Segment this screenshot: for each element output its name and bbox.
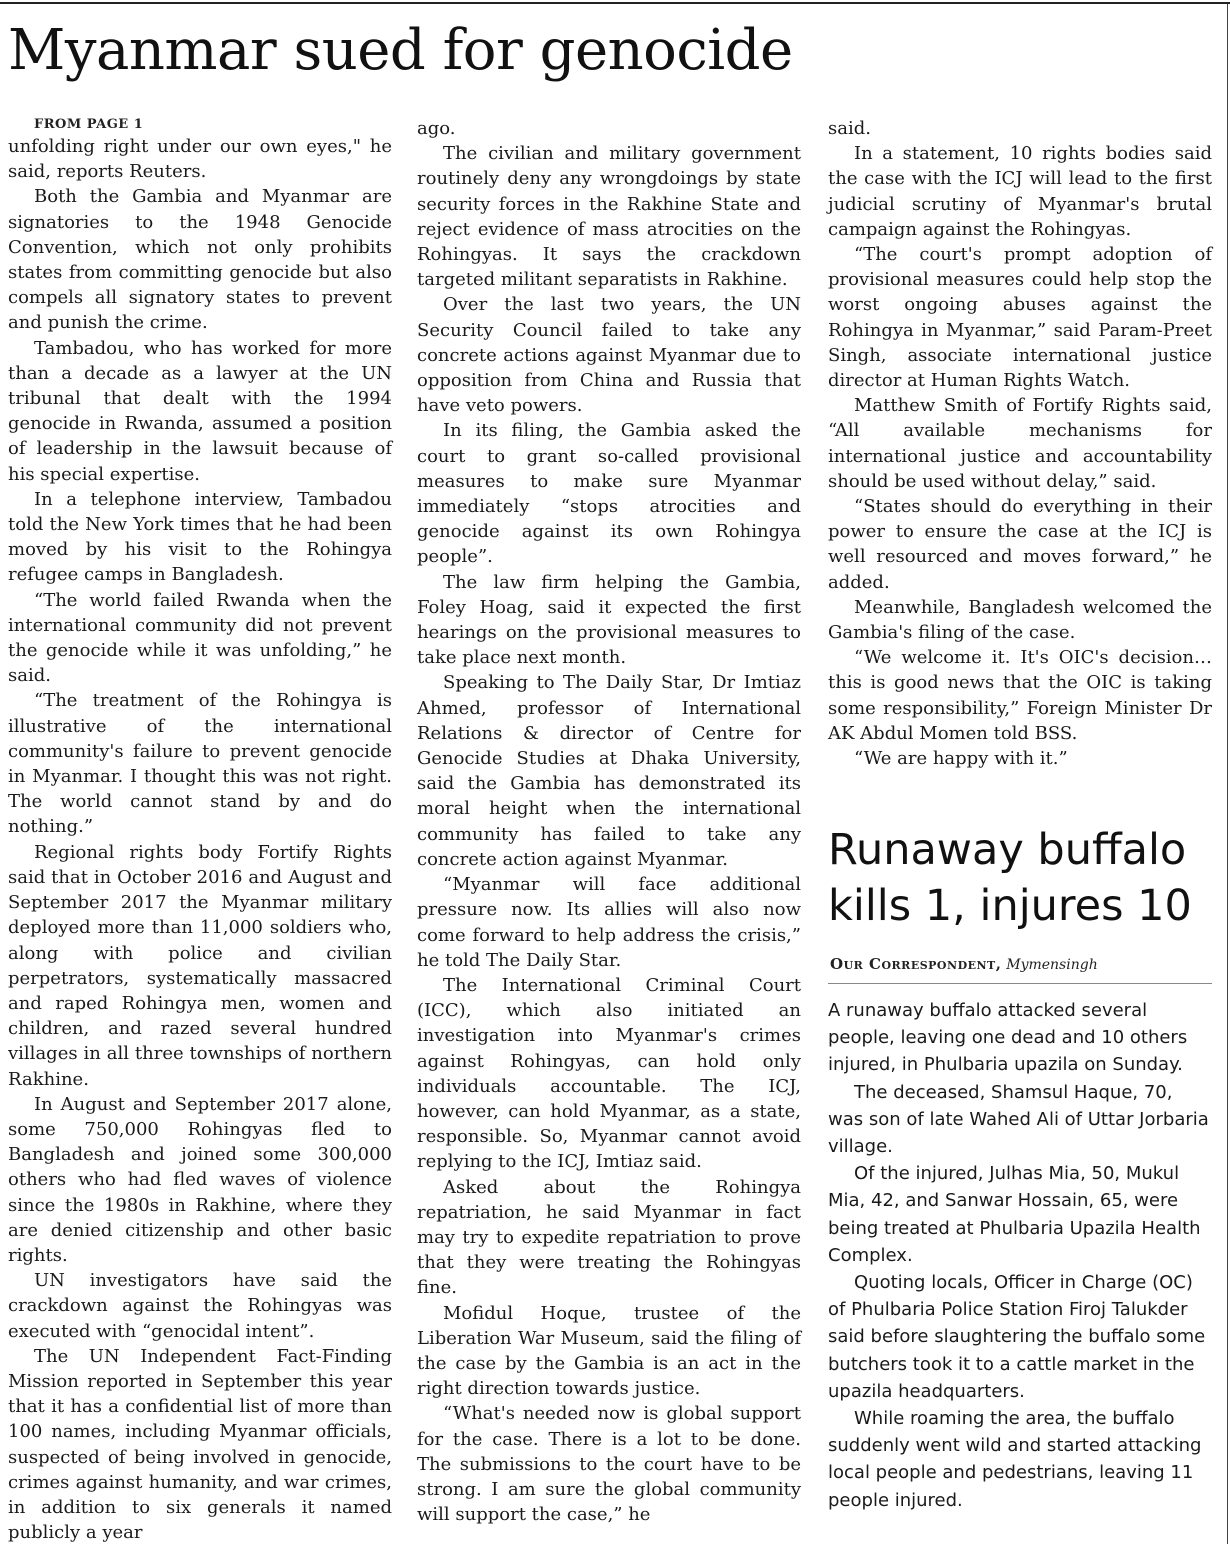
paragraph: “We welcome it. It's OIC's decision… this is good news that the OIC is taking some responsibility,” Foreign Minister Dr AK Abdul Momen told BSS.: [828, 647, 1212, 744]
article-column-1: [8, 116, 392, 1545]
byline: [830, 955, 1098, 973]
paragraph: “The world failed Rwanda when the international community did not prevent the genocide while it was unfolding,” he said.: [8, 589, 392, 687]
byline-place: Mymensingh: [1006, 957, 1098, 973]
paragraph: “Myanmar will face additional pressure now. Its allies will also now come forward to help address the crisis,” he told The Daily Star.: [417, 874, 801, 971]
byline-name: Our Correspondent,: [830, 955, 1002, 973]
right-rule: [1227, 4, 1228, 1544]
paragraph: Both the Gambia and Myanmar are signatories to the 1948 Genocide Convention, which not only prohibits states from committing genocide but also compels all signatory states to prevent and punish the crime.: [8, 186, 392, 334]
paragraph: said.: [828, 118, 871, 139]
paragraph: A runaway buffalo attacked several people, leaving one dead and 10 others injured, in Phulbaria upazila on Sunday.: [828, 1000, 1188, 1076]
buffalo-article-body: [828, 997, 1212, 1514]
paragraph: Over the last two years, the UN Security Council failed to take any concrete actions against Myanmar due to opposition from China and Russia that have veto powers.: [417, 294, 801, 417]
paragraph: Speaking to The Daily Star, Dr Imtiaz Ahmed, professor of International Relations & director of Centre for Genocide Studies at Dhaka University, said the Gambia has demonstrated its moral height when the international community has failed to take any concrete action against Myanmar.: [417, 672, 801, 870]
paragraph: “What's needed now is global support for the case. There is a lot to be done. The submissions to the court have to be strong. I am sure the global community will support the case,” he: [417, 1403, 801, 1526]
article-column-2: [417, 116, 801, 1527]
paragraph: In its filing, the Gambia asked the court to grant so-called provisional measures to make sure Myanmar immediately “stops atrocities and genocide against its own Rohingya people”.: [417, 420, 801, 568]
paragraph: The law firm helping the Gambia, Foley Hoag, said it expected the first hearings on the provisional measures to take place next month.: [417, 571, 801, 669]
paragraph: Matthew Smith of Fortify Rights said, “All available mechanisms for international justice and accountability should be used without delay,” said.: [828, 395, 1212, 492]
paragraph: The UN Independent Fact-Finding Mission reported in September this year that it has a confidential list of more than 100 names, including Myanmar officials, suspected of being involved in genocide, crimes against humanity, and war crimes, in addition to six generals it named publicly a year: [8, 1345, 392, 1544]
paragraph: In a statement, 10 rights bodies said the case with the ICJ will lead to the first judicial scrutiny of Myanmar's brutal campaign against the Rohingyas.: [828, 143, 1212, 240]
paragraph: Regional rights body Fortify Rights said that in October 2016 and August and September 2017 the Myanmar military deployed more than 11,000 soldiers who, along with police and civilian perpetrators, systematically massacred and raped Rohingya men, women and children, and razed several hundred villages in all three townships of northern Rakhine.: [8, 841, 392, 1090]
paragraph: The International Criminal Court (ICC), which also initiated an investigation into Myanmar's crimes against Rohingyas, can hold only individuals accountable. The ICJ, however, can hold Myanmar, as a state, responsible. So, Myanmar cannot avoid replying to the ICJ, Imtiaz said.: [417, 974, 801, 1173]
paragraph: UN investigators have said the crackdown against the Rohingyas was executed with “genocidal intent”.: [8, 1270, 392, 1342]
paragraph: Asked about the Rohingya repatriation, he said Myanmar in fact may try to expedite repatriation to prove that they were treating the Rohingyas fine.: [417, 1176, 801, 1299]
paragraph: Tambadou, who has worked for more than a decade as a lawyer at the UN tribunal that dealt with the 1994 genocide in Rwanda, assumed a position of leadership in the lawsuit because of his special expertise.: [8, 337, 392, 485]
paragraph: Mofidul Hoque, trustee of the Liberation War Museum, said the filing of the case by the Gambia is an act in the right direction towards justice.: [417, 1302, 801, 1400]
buffalo-headline: Runaway buffalo kills 1, injures 10: [828, 825, 1192, 931]
paragraph: The civilian and military government routinely deny any wrongdoings by state security forces in the Rakhine State and reject evidence of mass atrocities on the Rohingyas. It says the crackdown targeted militant separatists in Rakhine.: [417, 143, 801, 291]
paragraph: “The treatment of the Rohingya is illustrative of the international community's failure to prevent genocide in Myanmar. I thought this was not right. The world cannot stand by and do nothing.”: [8, 690, 392, 838]
paragraph: ago.: [417, 118, 456, 139]
paragraph: unfolding right under our own eyes," he said, reports Reuters.: [8, 136, 392, 183]
article-column-3: [828, 116, 1212, 771]
paragraph: “We are happy with it.”: [854, 748, 1068, 770]
paragraph: In August and September 2017 alone, some 750,000 Rohingyas fled to Bangladesh and joined some 300,000 others who had fled waves of violence since the 1980s in Rakhine, where they are denied citizenship and other basic rights.: [8, 1093, 392, 1266]
top-rule: [0, 2, 1230, 4]
paragraph: Quoting locals, Officer in Charge (OC) of Phulbaria Police Station Firoj Talukder said before slaughtering the buffalo some butchers took it to a cattle market in the upazila headquarters.: [828, 1272, 1206, 1402]
paragraph: Meanwhile, Bangladesh welcomed the Gambia's filing of the case.: [828, 596, 1212, 644]
paragraph: “The court's prompt adoption of provisional measures could help stop the worst ongoing abuses against the Rohingya in Myanmar,” said Param-Preet Singh, associate international justice director at Human Rights Watch.: [828, 244, 1212, 392]
paragraph: While roaming the area, the buffalo suddenly went wild and started attacking local people and pedestrians, leaving 11 people injured.: [828, 1408, 1202, 1511]
main-headline: Myanmar sued for genocide: [8, 18, 793, 83]
byline-rule: [828, 983, 1212, 984]
from-page-kicker: FROM PAGE 1: [34, 117, 144, 132]
paragraph: The deceased, Shamsul Haque, 70, was son of late Wahed Ali of Uttar Jorbaria village.: [828, 1081, 1209, 1158]
paragraph: Of the injured, Julhas Mia, 50, Mukul Mia, 42, and Sanwar Hossain, 65, were being treated at Phulbaria Upazila Health Complex.: [828, 1163, 1201, 1266]
paragraph: “States should do everything in their power to ensure the case at the ICJ is well resourced and moves forward,” he added.: [828, 496, 1212, 593]
paragraph: In a telephone interview, Tambadou told the New York times that he had been moved by his visit to the Rohingya refugee camps in Bangladesh.: [8, 488, 392, 586]
